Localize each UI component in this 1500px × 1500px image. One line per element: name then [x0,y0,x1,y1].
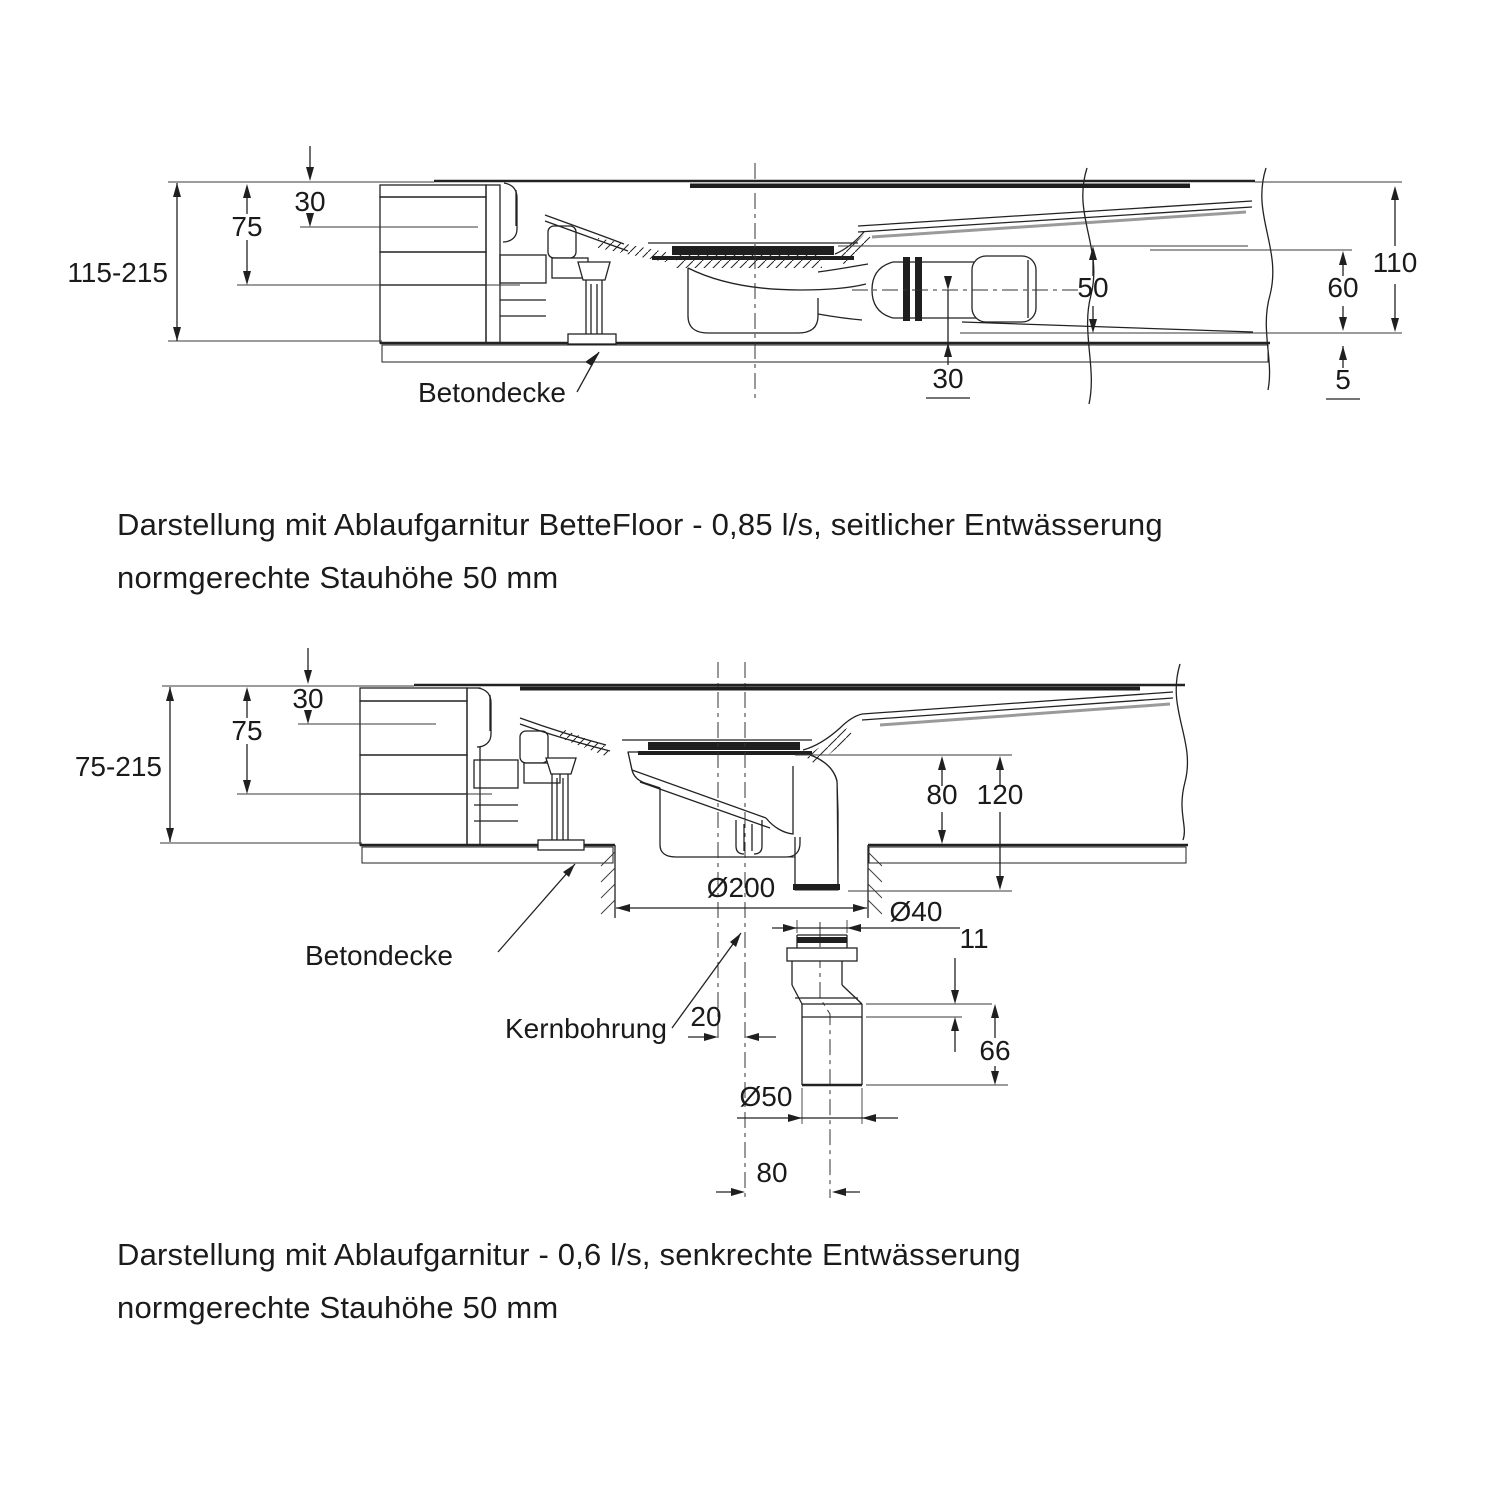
caption-diagram2 [117,1228,1021,1334]
betondecke-label-1: Betondecke [418,377,566,408]
fitting-centerline [820,922,830,1198]
drain-trap-2 [628,752,840,890]
caption1-line1: Darstellung mit Ablaufgarnitur BetteFloor - 0,85 l/s, seitlicher Entwässerung [117,507,1163,542]
dim-30-top-2: 30 [292,683,324,714]
dim-dia40: Ø40 [889,896,943,927]
betondecke-annotation-2 [305,864,575,971]
break-line-2 [1176,664,1187,840]
dim-80-offset: 80 [756,1157,788,1188]
dim-range-2: 75-215 [74,751,162,782]
dim-5: 5 [1335,364,1351,395]
betondecke-label-2: Betondecke [305,940,453,971]
dim-30-underfloor: 30 [932,363,964,394]
concrete-floor-1 [380,343,1270,362]
caption-diagram1 [117,498,1163,604]
pipe-flange-ring [903,257,910,321]
dim-11: 11 [959,923,989,954]
diagram1-section-side-drainage [67,146,1417,408]
dim-75-1: 75 [231,211,263,242]
dim-30-top-1: 30 [294,186,326,217]
dim-80: 80 [926,779,958,810]
dim-66: 66 [979,1035,1011,1066]
shower-tray-surface-2 [520,692,1173,765]
betondecke-annotation-1 [418,352,599,408]
drain-cover-2 [622,740,812,755]
dimensions-2 [75,648,1024,1196]
dim-range-1: 115-215 [67,257,168,288]
dim-stauhoehe-50: 50 [1077,272,1109,303]
break-line-1b [1262,168,1273,390]
caption2-line1: Darstellung mit Ablaufgarnitur - 0,6 l/s, senkrechte Entwässerung [117,1237,1021,1272]
wall-layers-2 [360,688,480,845]
kernbohrung-label: Kernbohrung [505,1013,667,1044]
reference-lines-2 [160,685,1185,1124]
shower-tray-surface-1 [545,201,1253,332]
edge-profile-and-foot-1 [500,183,616,344]
dim-110: 110 [1372,247,1418,278]
diagram2-section-vertical-drainage [75,648,1188,1198]
drain-cover-1 [648,243,858,260]
pipe-flange-ring [915,257,922,321]
edge-profile-and-foot-2 [474,688,584,850]
caption1-line2: normgerechte Stauhöhe 50 mm [117,560,559,595]
dim-75-2: 75 [231,715,263,746]
wall-layers-1 [380,185,500,343]
dim-dia50: Ø50 [739,1081,793,1112]
dim-60: 60 [1327,272,1359,303]
offset-pipe-fitting [787,935,862,1085]
caption2-line2: normgerechte Stauhöhe 50 mm [117,1290,559,1325]
dim-dia200: Ø200 [706,872,776,903]
dim-20: 20 [690,1001,722,1032]
dim-120: 120 [976,779,1024,810]
